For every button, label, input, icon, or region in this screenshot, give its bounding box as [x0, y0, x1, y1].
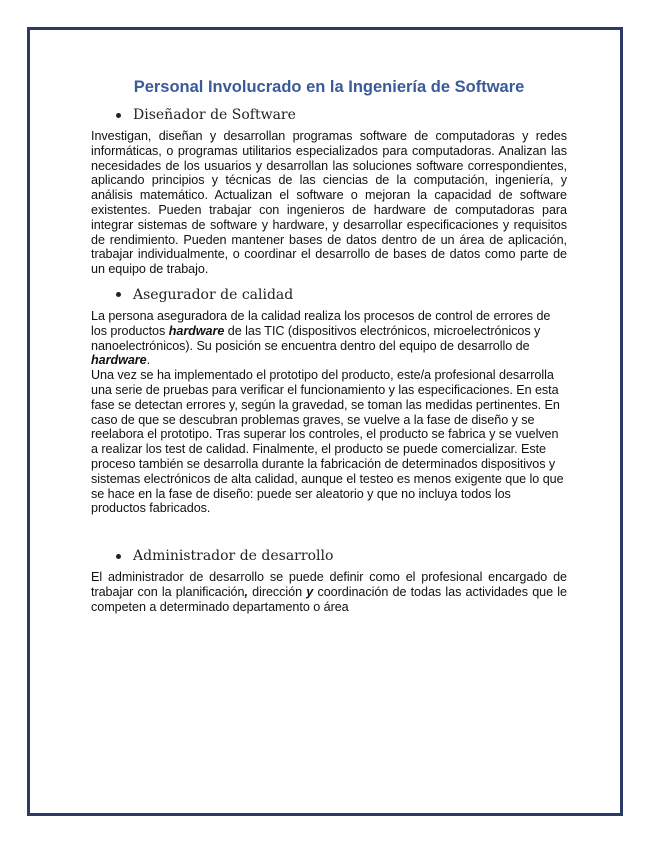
section-heading-text: Diseñador de Software — [133, 107, 296, 123]
text-run: dirección — [247, 584, 307, 599]
document-title: Personal Involucrado en la Ingeniería de Software — [133, 78, 525, 96]
paragraph: Una vez se ha implementado el prototipo del producto, este/a profesional desarrolla una serie de pruebas para verificar el funcionamiento y las especificaciones. En esta fase se detectan errores y, según la gravedad, se toman las medidas pertinentes. En caso de que se descubran problemas graves, se vuelve a la fase de diseño y se reelabora el prototipo. Tras superar los controles, el producto se fabrica y se vuelven a realizar los test de calidad. Finalmente, el producto se puede comercializar. Este proceso también se desarrolla durante la fabricación de determinados dispositivos y sistemas electrónicos de alta calidad, aunque el testeo es menos exigente que lo que se hace en la fase de diseño: puede ser aleatorio y que no incluya todos los productos fabricados. — [91, 368, 564, 516]
bullet-icon — [116, 554, 121, 559]
paragraph — [91, 309, 567, 368]
emphasis-hardware: hardware — [91, 353, 147, 368]
emphasis-comma: , — [244, 584, 248, 599]
text-run: de las TIC (dispositivos electrónicos, microelectrónicos y nanoelectrónicos). Su posición se encuentra dentro del equipo de desarrollo de — [91, 323, 541, 353]
document-body — [91, 76, 567, 615]
emphasis-y: y — [306, 584, 314, 599]
text-run: . — [146, 353, 151, 368]
bullet-icon — [116, 292, 121, 297]
section-heading — [116, 285, 567, 305]
section-heading-text: Asegurador de calidad — [133, 286, 294, 303]
section-heading-text: Administrador de desarrollo — [133, 548, 334, 565]
section-heading — [116, 546, 567, 566]
bullet-icon — [116, 113, 121, 118]
section-quality-assurer — [91, 285, 567, 516]
section-development-manager — [91, 546, 567, 614]
text-run: La persona aseguradora de la calidad realiza los procesos de control de errores de los productos — [91, 308, 551, 338]
emphasis-hardware: hardware — [168, 323, 225, 338]
section-heading — [116, 105, 567, 125]
section-software-designer — [91, 105, 567, 277]
paragraph: Investigan, diseñan y desarrollan programas software de computadoras y redes informáticas, o programas utilitarios especializados para computadoras. Analizan las necesidades de los usuarios y desarrollan las soluciones software correspondientes, aplicando principios y técnicas de las ciencias de la computación, ingeniería, y análisis matemático. Actualizan el software o mejoran la capacidad de software existentes. Pueden trabajar con ingenieros de hardware de computadoras para integrar sistemas de software y hardware, y desarrollar especificaciones y requisitos de rendimiento. Pueden mantener bases de datos dentro de un área de aplicación, trabajar individualmente, o coordinar el desarrollo de bases de datos como parte de un equipo de trabajo. — [91, 129, 567, 277]
paragraph — [91, 570, 567, 614]
text-run: coordinación de todas las actividades que le competen a determinado departamento o área — [91, 584, 567, 614]
text-run: El administrador de desarrollo se puede definir como el profesional encargado de trabajar con la planificación — [91, 570, 567, 599]
